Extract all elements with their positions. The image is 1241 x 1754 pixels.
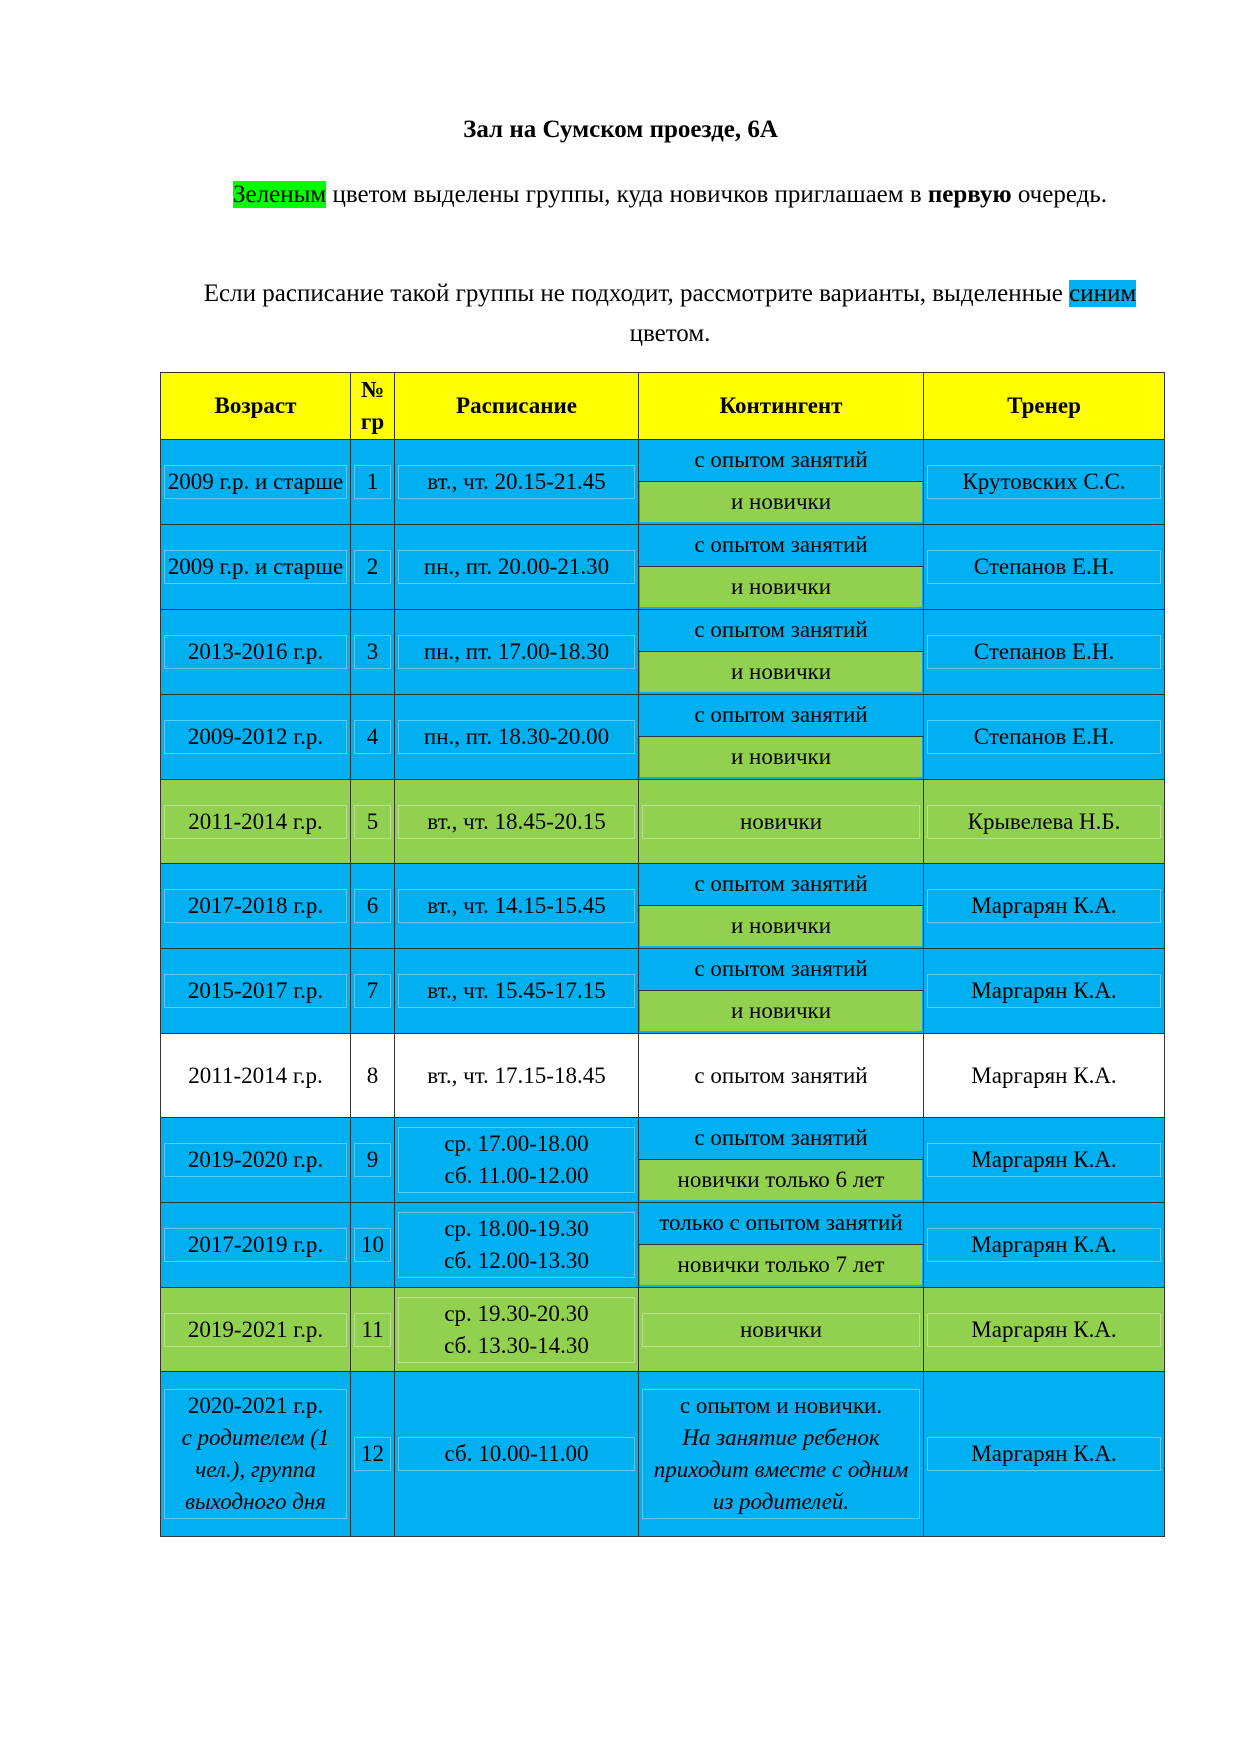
cell-schedule xyxy=(395,1034,639,1118)
table-row xyxy=(161,1288,1165,1372)
schedule-line: сб. 12.00-13.30 xyxy=(444,1248,589,1273)
header-group-number: № гр xyxy=(351,373,395,440)
table-row xyxy=(161,1372,1165,1537)
coach-name: Маргарян К.А. xyxy=(971,1147,1117,1172)
table-row xyxy=(161,440,1165,525)
table-row xyxy=(161,780,1165,864)
cell-age xyxy=(161,1288,351,1372)
cell-schedule xyxy=(395,610,639,695)
contingent-note: На занятие ребенок приходит вместе с одним из родителей. xyxy=(653,1425,909,1514)
group-number: 6 xyxy=(366,893,379,918)
schedule-line: пн., пт. 17.00-18.30 xyxy=(423,639,610,664)
cell-schedule xyxy=(395,1118,639,1203)
intro-line-blue xyxy=(190,274,1150,354)
green-highlight-word: Зеленым xyxy=(233,181,327,208)
age-text: 2011-2014 г.р. xyxy=(188,1062,323,1088)
intro-text-end: очередь. xyxy=(1011,181,1107,208)
cell-group-number xyxy=(351,1118,395,1203)
group-number: 8 xyxy=(366,1062,379,1088)
cell-age xyxy=(161,695,351,780)
table-row xyxy=(161,864,1165,949)
group-number: 11 xyxy=(361,1316,384,1342)
cell-group-number xyxy=(351,525,395,610)
cell-contingent xyxy=(639,1118,924,1203)
group-number: 4 xyxy=(366,724,379,749)
cell-coach xyxy=(924,525,1165,610)
coach-name: Крывелева Н.Б. xyxy=(967,808,1121,834)
schedule-line: пн., пт. 20.00-21.30 xyxy=(423,554,610,579)
cell-coach xyxy=(924,440,1165,525)
age-text: 2015-2017 г.р. xyxy=(187,978,324,1003)
contingent-beginners: и новички xyxy=(640,567,922,608)
age-text: 2011-2014 г.р. xyxy=(188,808,323,834)
age-text: 2009-2012 г.р. xyxy=(187,724,324,749)
schedule-line: сб. 10.00-11.00 xyxy=(444,1441,589,1466)
cell-contingent xyxy=(639,1034,924,1118)
cell-contingent xyxy=(639,695,924,780)
schedule-line: сб. 13.30-14.30 xyxy=(444,1332,589,1358)
age-text: 2017-2019 г.р. xyxy=(187,1232,324,1257)
cell-coach xyxy=(924,864,1165,949)
cell-contingent xyxy=(639,610,924,695)
cell-group-number xyxy=(351,610,395,695)
cell-group-number xyxy=(351,695,395,780)
cell-contingent xyxy=(639,864,924,949)
cell-schedule xyxy=(395,1203,639,1288)
contingent-beginners: и новички xyxy=(640,906,922,947)
schedule-line: сб. 11.00-12.00 xyxy=(444,1163,589,1188)
cell-coach xyxy=(924,780,1165,864)
cell-contingent xyxy=(639,525,924,610)
contingent-experienced: только с опытом занятий xyxy=(639,1203,923,1245)
schedule-line: вт., чт. 14.15-15.45 xyxy=(427,893,606,918)
cell-schedule xyxy=(395,949,639,1034)
contingent-beginners: и новички xyxy=(640,737,922,778)
age-text: 2019-2020 г.р. xyxy=(187,1147,324,1172)
cell-coach xyxy=(924,949,1165,1034)
schedule-line: вт., чт. 20.15-21.45 xyxy=(427,469,606,494)
schedule-line: ср. 18.00-19.30 xyxy=(444,1216,589,1241)
age-text: 2009 г.р. и старше xyxy=(167,469,344,494)
intro-bold-word: первую xyxy=(927,181,1012,208)
header-age: Возраст xyxy=(161,373,351,440)
contingent-experienced: с опытом занятий xyxy=(639,864,923,906)
table-row xyxy=(161,525,1165,610)
cell-age xyxy=(161,525,351,610)
contingent-experienced: с опытом занятий xyxy=(639,440,923,482)
cell-age xyxy=(161,1372,351,1537)
cell-coach xyxy=(924,1118,1165,1203)
contingent-experienced: с опытом занятий xyxy=(639,1118,923,1160)
cell-schedule xyxy=(395,440,639,525)
blue-highlight-word: синим xyxy=(1069,280,1137,307)
cell-coach xyxy=(924,1203,1165,1288)
group-number: 12 xyxy=(361,1441,384,1466)
cell-group-number xyxy=(351,949,395,1034)
age-text: 2013-2016 г.р. xyxy=(187,639,324,664)
page-title: Зал на Сумском проезде, 6А xyxy=(463,116,778,143)
age-text: 2017-2018 г.р. xyxy=(187,893,324,918)
cell-schedule xyxy=(395,1288,639,1372)
cell-contingent xyxy=(639,1288,924,1372)
contingent-experienced: с опытом занятий xyxy=(639,695,923,737)
cell-contingent xyxy=(639,780,924,864)
contingent-beginners: и новички xyxy=(640,482,922,523)
cell-contingent xyxy=(639,440,924,525)
coach-name: Степанов Е.Н. xyxy=(973,554,1115,579)
contingent-experienced: с опытом занятий xyxy=(639,610,923,652)
group-number: 10 xyxy=(361,1232,384,1257)
group-number: 7 xyxy=(366,978,379,1003)
contingent-experienced: с опытом занятий xyxy=(639,949,923,991)
table-row xyxy=(161,949,1165,1034)
contingent-text: новички xyxy=(739,808,823,834)
cell-coach xyxy=(924,1034,1165,1118)
intro-text-2-end: цветом. xyxy=(629,320,711,347)
coach-name: Степанов Е.Н. xyxy=(973,724,1115,749)
schedule-line: ср. 17.00-18.00 xyxy=(444,1131,589,1156)
intro-text: цветом выделены группы, куда новичков приглашаем в xyxy=(326,181,928,208)
cell-age xyxy=(161,1118,351,1203)
cell-group-number xyxy=(351,1288,395,1372)
schedule-line: вт., чт. 18.45-20.15 xyxy=(427,808,606,834)
cell-group-number xyxy=(351,1203,395,1288)
cell-age xyxy=(161,440,351,525)
cell-schedule xyxy=(395,695,639,780)
schedule-line: вт., чт. 15.45-17.15 xyxy=(427,978,606,1003)
table-row xyxy=(161,1118,1165,1203)
cell-coach xyxy=(924,1372,1165,1537)
cell-coach xyxy=(924,610,1165,695)
cell-age xyxy=(161,1203,351,1288)
cell-age xyxy=(161,949,351,1034)
group-number: 2 xyxy=(366,554,379,579)
coach-name: Маргарян К.А. xyxy=(971,1316,1117,1342)
cell-age xyxy=(161,780,351,864)
table-row xyxy=(161,1034,1165,1118)
cell-contingent xyxy=(639,949,924,1034)
coach-name: Маргарян К.А. xyxy=(971,978,1117,1003)
schedule-line: пн., пт. 18.30-20.00 xyxy=(423,724,610,749)
coach-name: Маргарян К.А. xyxy=(971,1441,1117,1466)
coach-name: Степанов Е.Н. xyxy=(973,639,1115,664)
age-text: 2009 г.р. и старше xyxy=(167,554,344,579)
cell-schedule xyxy=(395,864,639,949)
schedule-table xyxy=(160,372,1165,1537)
cell-coach xyxy=(924,1288,1165,1372)
cell-schedule xyxy=(395,1372,639,1537)
contingent-beginners: новички только 6 лет xyxy=(640,1160,922,1201)
age-text: 2020-2021 г.р. xyxy=(187,1393,324,1418)
header-contingent: Контингент xyxy=(639,373,924,440)
schedule-line: вт., чт. 17.15-18.45 xyxy=(427,1062,606,1088)
coach-name: Маргарян К.А. xyxy=(971,893,1117,918)
cell-group-number xyxy=(351,440,395,525)
schedule-line: ср. 19.30-20.30 xyxy=(444,1300,589,1326)
group-number: 9 xyxy=(366,1147,379,1172)
cell-group-number xyxy=(351,1034,395,1118)
cell-group-number xyxy=(351,1372,395,1537)
contingent-text: с опытом и новички. xyxy=(679,1393,883,1418)
table-row xyxy=(161,610,1165,695)
coach-name: Маргарян К.А. xyxy=(971,1232,1117,1257)
intro-line-green xyxy=(190,175,1150,215)
age-note: с родителем (1 чел.), группа выходного дня xyxy=(181,1425,330,1514)
cell-contingent xyxy=(639,1203,924,1288)
group-number: 1 xyxy=(366,469,379,494)
cell-schedule xyxy=(395,525,639,610)
age-text: 2019-2021 г.р. xyxy=(187,1316,324,1342)
cell-group-number xyxy=(351,864,395,949)
cell-age xyxy=(161,610,351,695)
contingent-experienced: с опытом занятий xyxy=(639,525,923,567)
table-row xyxy=(161,1203,1165,1288)
coach-name: Маргарян К.А. xyxy=(971,1062,1117,1088)
cell-group-number xyxy=(351,780,395,864)
cell-age xyxy=(161,864,351,949)
cell-coach xyxy=(924,695,1165,780)
contingent-beginners: новички только 7 лет xyxy=(640,1245,922,1286)
group-number: 3 xyxy=(366,639,379,664)
table-row xyxy=(161,695,1165,780)
cell-contingent xyxy=(639,1372,924,1537)
header-schedule: Расписание xyxy=(395,373,639,440)
cell-age xyxy=(161,1034,351,1118)
cell-schedule xyxy=(395,780,639,864)
header-coach: Тренер xyxy=(924,373,1165,440)
contingent-text: новички xyxy=(739,1316,823,1342)
coach-name: Крутовских С.С. xyxy=(962,469,1126,494)
contingent-beginners: и новички xyxy=(640,652,922,693)
intro-text-2: Если расписание такой группы не подходит, рассмотрите варианты, выделенные xyxy=(203,280,1070,307)
group-number: 5 xyxy=(366,808,379,834)
contingent-beginners: и новички xyxy=(640,991,922,1032)
contingent-text: с опытом занятий xyxy=(694,1062,868,1088)
